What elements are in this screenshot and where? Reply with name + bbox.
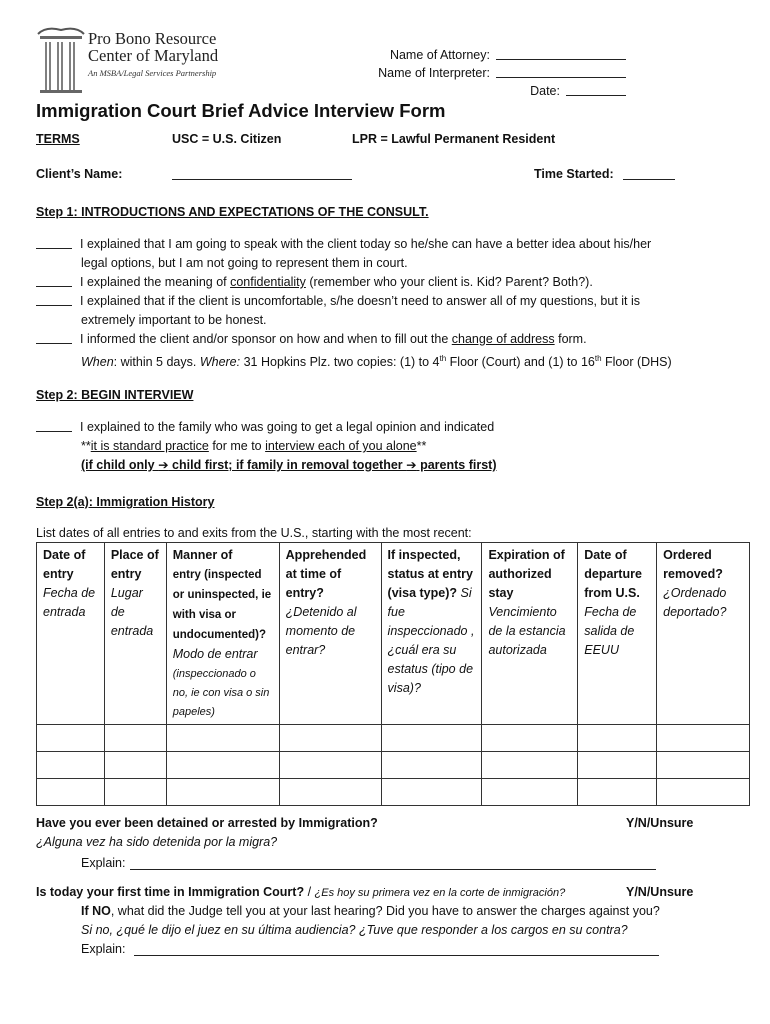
first-time-explain-label: Explain: xyxy=(81,942,126,956)
time-started-label: Time Started: xyxy=(534,167,614,181)
attorney-field[interactable]: Name of Attorney: xyxy=(370,46,626,64)
column-header: Date of entry Fecha de entrada xyxy=(37,543,105,725)
checkbox-blank[interactable] xyxy=(36,274,72,287)
step1-item: I informed the client and/or sponsor on how and when to fill out the change of address form. xyxy=(36,330,736,349)
column-header: Ordered removed? ¿Ordenado deportado? xyxy=(657,543,750,725)
detained-question-es: ¿Alguna vez ha sido detenida por la migra? xyxy=(36,835,278,849)
logo-name-line1: Pro Bono Resource xyxy=(88,29,217,48)
table-header-row xyxy=(37,543,750,725)
first-time-followup-es: Si no, ¿qué le dijo el juez en su última audiencia? ¿Tuve que responder a los cargos en su contra? xyxy=(81,923,628,937)
checkbox-blank[interactable] xyxy=(36,293,72,306)
date-field[interactable]: Date: xyxy=(370,82,626,100)
terms-lpr: LPR = Lawful Permanent Resident xyxy=(352,132,556,146)
step1-checklist: I explained that I am going to speak with the client today so he/she can have a better idea about his/her legal options, but I am not going to represent them in court. I explained the meaning of confidentiality (remember who your client is. Kid? Parent? Both?). I explained that if the client is uncomfortable, s/he doesn’t need to answer all of my questions, but it is extremely important to be honest. I informed the client and/or sponsor on how and when to fill out the change of address form. When: within 5 days. Where: 31 Hopkins Plz. two copies: (1) to 4th Floor (Court) and (1) to 16th Floor (DHS) xyxy=(36,235,736,372)
step1-item: I explained the meaning of confidentiality (remember who your client is. Kid? Parent? Both?). xyxy=(36,273,736,292)
detained-explain-label: Explain: xyxy=(81,856,126,870)
logo-name-line2: Center of Maryland xyxy=(88,46,219,65)
columns-logo-icon xyxy=(36,26,86,96)
interpreter-field[interactable]: Name of Interpreter: xyxy=(370,64,626,82)
first-time-answer-options[interactable]: Y/N/Unsure xyxy=(626,885,694,899)
detained-question: Have you ever been detained or arrested by Immigration? xyxy=(36,816,378,830)
terms-usc: USC = U.S. Citizen xyxy=(172,132,282,146)
table-row[interactable] xyxy=(37,725,750,752)
column-header: Apprehended at time of entry? ¿Detenido al momento de entrar? xyxy=(279,543,381,725)
detained-explain-field[interactable] xyxy=(130,869,656,870)
detained-answer-options[interactable]: Y/N/Unsure xyxy=(626,816,694,830)
step1-heading: Step 1: INTRODUCTIONS AND EXPECTATIONS OF THE CONSULT. xyxy=(36,205,429,219)
checkbox-blank[interactable] xyxy=(36,331,72,344)
step2a-heading: Step 2(a): Immigration History xyxy=(36,495,215,509)
first-time-explain-field[interactable] xyxy=(134,955,659,956)
arrow-icon: ➔ xyxy=(406,458,417,472)
history-instructions: List dates of all entries to and exits from the U.S., starting with the most recent: xyxy=(36,526,472,540)
column-header: If inspected, status at entry (visa type)? Si fue inspeccionado , ¿cuál era su estatus (tipo de visa)? xyxy=(381,543,482,725)
step2-checklist: I explained to the family who was going to get a legal opinion and indicated **it is standard practice for me to interview each of you alone** (if child only ➔ child first; if family in removal together ➔ parents first) xyxy=(36,418,736,475)
table-row[interactable] xyxy=(37,752,750,779)
step1-item: I explained that if the client is uncomfortable, s/he doesn’t need to answer all of my questions, but it is xyxy=(36,292,736,311)
logo-tagline: An MSBA/Legal Services Partnership xyxy=(88,68,217,78)
step2-heading: Step 2: BEGIN INTERVIEW xyxy=(36,388,194,402)
arrow-icon: ➔ xyxy=(158,458,169,472)
client-name-label: Client’s Name: xyxy=(36,167,123,181)
header-fields xyxy=(370,46,626,100)
immigration-history-table xyxy=(36,542,750,806)
page-title: Immigration Court Brief Advice Interview Form xyxy=(36,100,446,121)
checkbox-blank[interactable] xyxy=(36,236,72,249)
checkbox-blank[interactable] xyxy=(36,419,72,432)
where-line: When: within 5 days. Where: 31 Hopkins Plz. two copies: (1) to 4th Floor (Court) and (1) to 16th Floor (DHS) xyxy=(81,354,672,370)
column-header: Place of entry Lugar de entrada xyxy=(104,543,166,725)
first-time-question-line: Is today your first time in Immigration Court? / ¿Es hoy su primera vez en la corte de inmigración? xyxy=(36,885,566,899)
column-header: Manner of entry (inspected or uninspected, ie with visa or undocumented)? Modo de entrar (inspeccionado o no, ie con visa o sin papeles) xyxy=(166,543,279,725)
table-row[interactable] xyxy=(37,779,750,806)
step1-item: I explained that I am going to speak with the client today so he/she can have a better idea about his/her xyxy=(36,235,736,254)
organization-logo xyxy=(36,26,236,98)
client-name-field[interactable] xyxy=(172,179,352,180)
first-time-followup: If NO, what did the Judge tell you at your last hearing? Did you have to answer the charges against you? xyxy=(81,904,660,918)
column-header: Date of departure from U.S. Fecha de salida de EEUU xyxy=(578,543,657,725)
column-header: Expiration of authorized stay Vencimiento de la estancia autorizada xyxy=(482,543,578,725)
time-started-field[interactable] xyxy=(623,179,675,180)
terms-label: TERMS xyxy=(36,132,80,146)
